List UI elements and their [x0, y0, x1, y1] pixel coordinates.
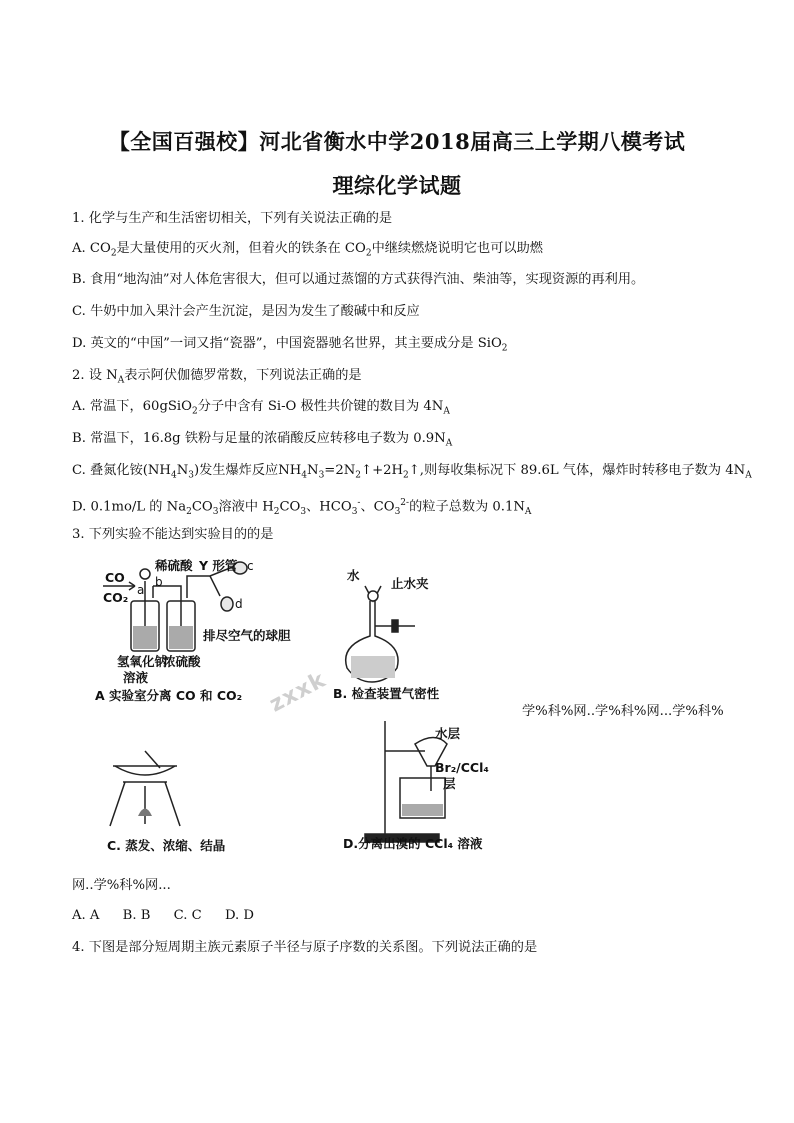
q3-option-b[interactable]: B. B: [122, 908, 151, 923]
flame-shape: [138, 809, 152, 817]
caption-c: C. 蒸发、浓缩、结晶: [107, 838, 226, 853]
label-layer: 层: [443, 776, 456, 791]
label-water: 水: [347, 568, 360, 583]
q2-option-d: D. 0.1mo/L 的 $Na_2CO_3$溶液中 $H_2CO_3$、$HCO_3^-$、$CO_3^{2-}$的粒子总数为 $0.1N_A$: [72, 498, 532, 518]
caption-a: A 实验室分离 CO 和 CO₂: [95, 688, 243, 703]
page-subtitle: 理综化学试题: [332, 173, 462, 198]
liquid-dots: [133, 626, 193, 649]
q3-option-c[interactable]: C. C: [173, 908, 202, 923]
q3-source-note-continued: 网..学%科%网...: [72, 878, 171, 893]
label-co2: CO₂: [103, 590, 129, 605]
q3-options: [72, 907, 273, 925]
label-conc-acid: 浓硫酸: [163, 654, 201, 669]
q1-option-d: D. 英文的“中国”一词又指“瓷器”，中国瓷器驰名世界，其主要成分是 SiO$_2$: [72, 336, 508, 354]
caption-d: D.分离出溴的 CCl₄ 溶液: [343, 836, 483, 851]
label-naoh: 氢氧化钠: [117, 654, 168, 669]
label-a: a: [137, 583, 145, 597]
label-d: d: [235, 597, 243, 611]
flask-liquid: [351, 656, 395, 678]
q2-option-a: A. 常温下，60gSiO$_2$分子中含有 Si-O 极性共价键的数目为 $4N_A$: [72, 399, 450, 417]
q3-option-d[interactable]: D. D: [224, 908, 254, 923]
label-aq-layer: 水层: [435, 726, 461, 741]
label-co: CO: [105, 570, 125, 585]
label-solution: 溶液: [123, 670, 149, 685]
q1-option-c: C. 牛奶中加入果汁会产生沉淀，是因为发生了酸碱中和反应: [72, 304, 420, 319]
q2-option-b: B. 常温下，16.8g 铁粉与足量的浓硝酸反应转移电子数为 $0.9N_A$: [72, 431, 453, 449]
caption-b: B. 检查装置气密性: [333, 686, 440, 701]
label-clamp: 止水夹: [391, 576, 429, 591]
q1-stem: 1. 化学与生产和生活密切相关，下列有关说法正确的是: [72, 211, 393, 226]
page-title: 【全国百强校】河北省衡水中学2018届高三上学期八模考试: [108, 129, 686, 154]
q2-stem: 2. 设 $N_A$表示阿伏伽德罗常数，下列说法正确的是: [72, 368, 362, 386]
q3-option-a[interactable]: A. A: [72, 908, 100, 923]
watermark: zxxk: [265, 667, 331, 718]
q4-stem: 4. 下图是部分短周期主族元素原子半径与原子序数的关系图。下列说法正确的是: [72, 940, 538, 955]
label-balloon: 排尽空气的球胆: [203, 628, 291, 643]
label-dilute-acid: 稀硫酸: [155, 558, 193, 573]
q3-stem: 3. 下列实验不能达到实验目的的是: [72, 527, 274, 542]
q3-source-note: 学%科%网..学%科%网...学%科%: [522, 704, 724, 719]
label-y-tube: Y 形管: [199, 558, 238, 573]
label-c: c: [247, 559, 254, 573]
q2-option-c: C. 叠氮化铵$(NH_4N_3)$发生爆炸反应$NH_4N_3=2N_2↑+2H_2↑$,则每收集标况下 89.6L 气体，爆炸时转移电子数为 $4N_A$: [72, 463, 752, 481]
beaker-liquid: [402, 804, 443, 816]
label-br2-ccl4: Br₂/CCl₄: [435, 760, 489, 775]
q1-option-a: A. $CO_2$是大量使用的灭火剂，但着火的铁条在 $CO_2$中继续燃烧说明它也可以助燃: [72, 241, 543, 259]
label-b: b: [155, 575, 163, 589]
q1-option-b: B. 食用“地沟油”对人体危害很大，但可以通过蒸馏的方式获得汽油、柴油等，实现资源的再利用。: [72, 272, 645, 287]
